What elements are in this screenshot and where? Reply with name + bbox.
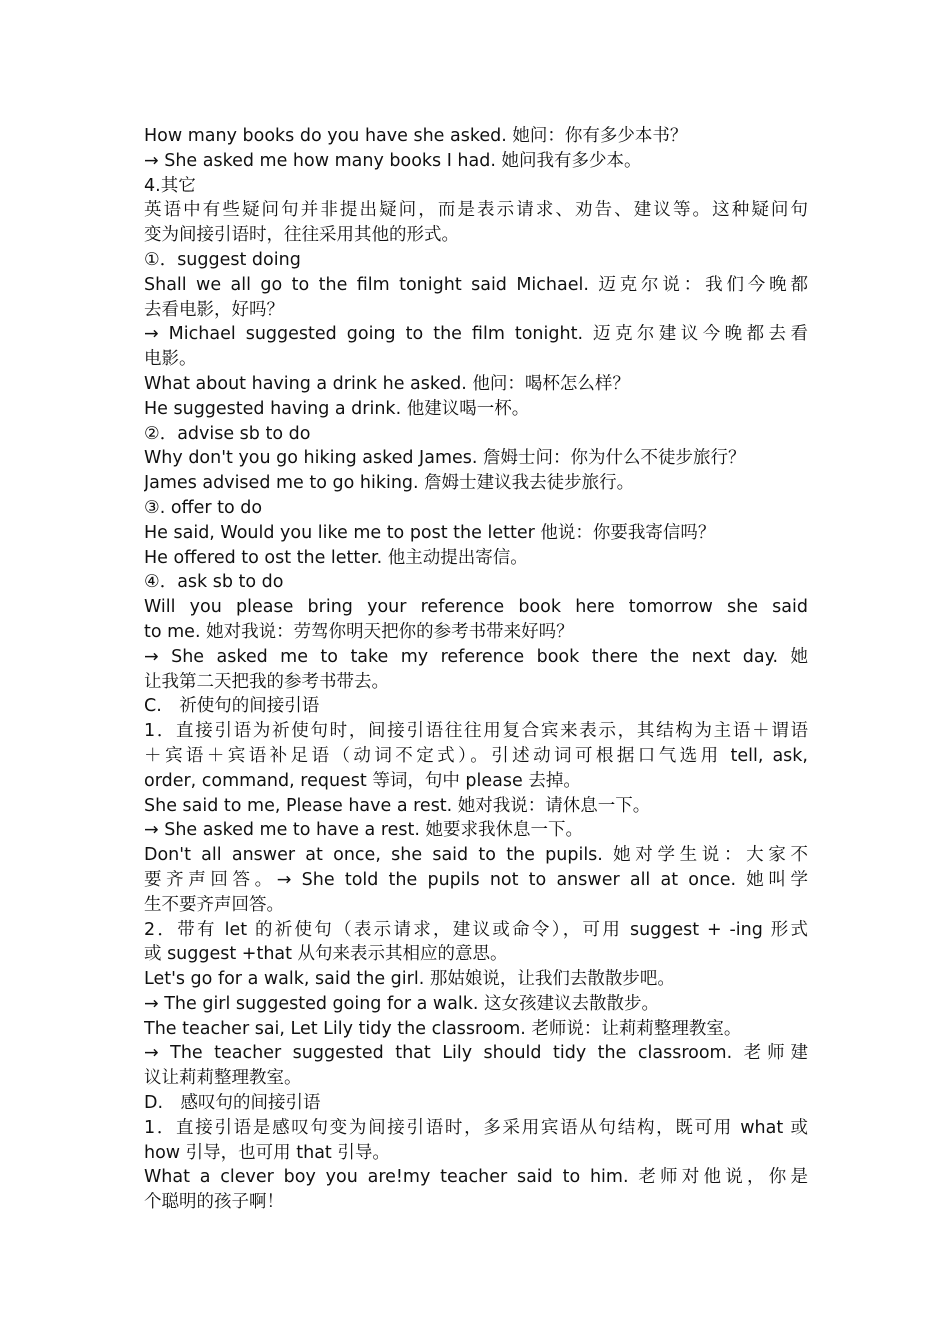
text-line: 英语中有些疑问句并非提出疑问，而是表示请求、劝告、建议等。这种疑问句 bbox=[144, 200, 808, 221]
text-line: 电影。 bbox=[144, 349, 197, 370]
text-line: He offered to ost the letter. 他主动提出寄信。 bbox=[144, 547, 528, 568]
text-line: to me. 她对我说：劳驾你明天把你的参考书带来好吗？ bbox=[144, 621, 574, 642]
text-line: 或 suggest +that 从句来表示其相应的意思。 bbox=[144, 944, 508, 965]
text-line: → Michael suggested going to the film tonight. 迈克尔建议今晚都去看 bbox=[144, 324, 808, 345]
subheading: ③. offer to do bbox=[144, 497, 263, 518]
text-line: 去看电影，好吗？ bbox=[144, 299, 284, 320]
text-line: how 引导，也可用 that 引导。 bbox=[144, 1142, 390, 1163]
text-line: 1．直接引语为祈使句时，间接引语往往用复合宾来表示，其结构为主语＋谓语 bbox=[144, 721, 808, 742]
text-line: James advised me to go hiking. 詹姆士建议我去徒步旅行。 bbox=[144, 473, 635, 494]
text-line: 1．直接引语是感叹句变为间接引语时，多采用宾语从句结构，既可用 what 或 bbox=[144, 1117, 808, 1138]
document-page bbox=[144, 124, 808, 1215]
text-line: What a clever boy you are!my teacher said to him. 老师对他说，你是 bbox=[144, 1167, 808, 1188]
text-line: She said to me, Please have a rest. 她对我说：请休息一下。 bbox=[144, 795, 651, 816]
text-line: 要齐声回答。→ She told the pupils not to answer all at once. 她叫学 bbox=[144, 869, 808, 890]
text-line: → She asked me to have a rest. 她要求我休息一下。 bbox=[144, 820, 584, 841]
subheading: ②．advise sb to do bbox=[144, 423, 311, 444]
text-line: → The girl suggested going for a walk. 这女孩建议去散散步。 bbox=[144, 993, 660, 1014]
text-line: 让我第二天把我的参考书带去。 bbox=[144, 671, 389, 692]
subheading: ①．suggest doing bbox=[144, 249, 301, 270]
text-line: 2．带有 let 的祈使句（表示请求，建议或命令），可用 suggest + -ing 形式 bbox=[144, 919, 808, 940]
text-line: Shall we all go to the film tonight said Michael. 迈克尔说：我们今晚都 bbox=[144, 274, 808, 295]
text-line: Let's go for a walk, said the girl. 那姑娘说，让我们去散散步吧。 bbox=[144, 969, 675, 990]
text-line: ＋宾语＋宾语补足语（动词不定式）。引述动词可根据口气选用 tell, ask, bbox=[144, 745, 808, 766]
text-line: The teacher sai, Let Lily tidy the classroom. 老师说：让莉莉整理教室。 bbox=[144, 1018, 742, 1039]
text-line: He said, Would you like me to post the letter 他说：你要我寄信吗？ bbox=[144, 522, 716, 543]
text-line: 变为间接引语时，往往采用其他的形式。 bbox=[144, 225, 459, 246]
text-line: Why don't you go hiking asked James. 詹姆士问：你为什么不徒步旅行？ bbox=[144, 448, 746, 469]
section-heading: C. 祈使句的间接引语 bbox=[144, 696, 320, 717]
text-line: → She asked me how many books I had. 她问我有多少本。 bbox=[144, 150, 642, 171]
text-line: 个聪明的孩子啊！ bbox=[144, 1192, 284, 1213]
text-line: He suggested having a drink. 他建议喝一杯。 bbox=[144, 398, 530, 419]
text-line: How many books do you have she asked. 她问：你有多少本书？ bbox=[144, 126, 688, 146]
text-line: 生不要齐声回答。 bbox=[144, 894, 284, 915]
text-line: What about having a drink he asked. 他问：喝杯怎么样？ bbox=[144, 373, 630, 394]
text-line: → She asked me to take my reference book there the next day. 她 bbox=[144, 646, 808, 667]
section-heading: 4.其它 bbox=[144, 175, 196, 196]
section-heading: D. 感叹句的间接引语 bbox=[144, 1093, 321, 1114]
subheading: ④．ask sb to do bbox=[144, 572, 284, 593]
text-line: order, command, request 等词，句中 please 去掉。 bbox=[144, 770, 581, 791]
text-line: → The teacher suggested that Lily should tidy the classroom. 老师建 bbox=[144, 1043, 808, 1064]
text-line: Will you please bring your reference book here tomorrow she said bbox=[144, 597, 808, 618]
text-line: 议让莉莉整理教室。 bbox=[144, 1068, 302, 1089]
text-line: Don't all answer at once, she said to the pupils. 她对学生说：大家不 bbox=[144, 845, 808, 866]
